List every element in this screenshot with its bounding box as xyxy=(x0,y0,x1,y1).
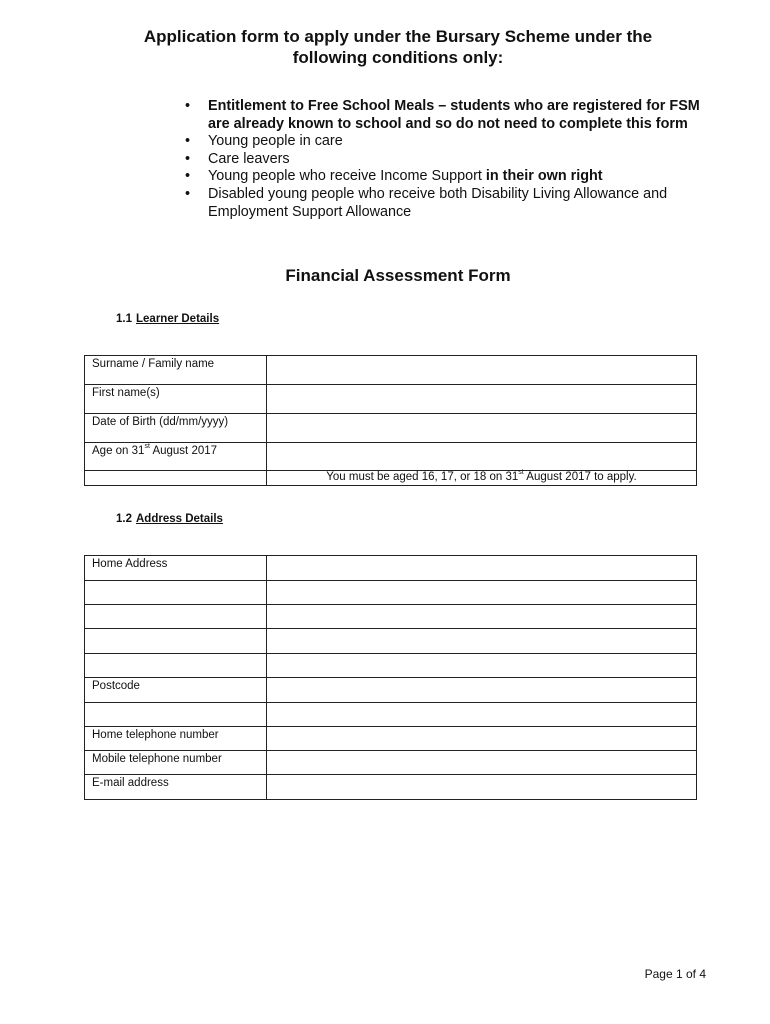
email-input[interactable] xyxy=(274,777,689,789)
table-row xyxy=(85,443,697,471)
dob-label: Date of Birth (dd/mm/yyyy) xyxy=(85,414,267,443)
empty-cell xyxy=(85,471,267,486)
postcode-field[interactable] xyxy=(267,678,697,703)
conditions-list xyxy=(185,98,725,221)
first-names-input[interactable] xyxy=(274,387,689,399)
table-row xyxy=(85,581,697,605)
address-line-1-input[interactable] xyxy=(274,558,689,570)
email-field[interactable] xyxy=(267,775,697,800)
blank-field[interactable] xyxy=(267,703,697,727)
empty-cell xyxy=(85,654,267,678)
age-requirement-note: You must be aged 16, 17, or 18 on 31st August 2017 to apply. xyxy=(267,471,697,486)
condition-care-leavers: • Care leavers xyxy=(185,150,290,167)
table-row xyxy=(85,556,697,581)
table-row xyxy=(85,751,697,775)
home-phone-label: Home telephone number xyxy=(85,727,267,751)
title-line-1: Application form to apply under the Bursary Scheme under the xyxy=(143,27,653,46)
empty-cell xyxy=(85,629,267,654)
form-title: Financial Assessment Form xyxy=(285,266,511,285)
table-row xyxy=(85,605,697,629)
surname-field[interactable] xyxy=(267,356,697,385)
home-phone-input[interactable] xyxy=(274,729,689,741)
blank-input[interactable] xyxy=(274,705,689,717)
mobile-phone-label: Mobile telephone number xyxy=(85,751,267,775)
email-label: E-mail address xyxy=(85,775,267,800)
postcode-label: Postcode xyxy=(85,678,267,703)
table-row xyxy=(85,414,697,443)
first-names-field[interactable] xyxy=(267,385,697,414)
page-number: Page 1 of 4 xyxy=(644,967,706,981)
table-row xyxy=(85,678,697,703)
age-label: Age on 31st August 2017 xyxy=(85,443,267,471)
dob-field[interactable] xyxy=(267,414,697,443)
bullet-icon: • xyxy=(185,150,191,167)
address-line-3-input[interactable] xyxy=(274,607,689,619)
condition-disabled: • Disabled young people who receive both Disability Living Allowance and Employment Support Allowance xyxy=(185,185,668,220)
bullet-icon: • xyxy=(185,133,191,150)
address-line-3-field[interactable] xyxy=(267,605,697,629)
bullet-icon: • xyxy=(185,185,191,202)
condition-income-support: • Young people who receive Income Support in their own right xyxy=(185,168,603,185)
first-names-label: First name(s) xyxy=(85,385,267,414)
empty-cell xyxy=(85,703,267,727)
bullet-icon: • xyxy=(185,168,191,185)
address-line-2-input[interactable] xyxy=(274,583,689,595)
section-heading-learner: 1.1 Learner Details xyxy=(116,313,220,325)
age-input[interactable] xyxy=(274,445,689,457)
title-line-2: following conditions only: xyxy=(292,48,504,67)
address-line-4-input[interactable] xyxy=(274,631,689,643)
address-line-2-field[interactable] xyxy=(267,581,697,605)
home-address-label: Home Address xyxy=(85,556,267,581)
mobile-phone-input[interactable] xyxy=(274,753,689,765)
home-phone-field[interactable] xyxy=(267,727,697,751)
table-row xyxy=(85,775,697,800)
section-heading-address: 1.2 Address Details xyxy=(116,513,223,525)
table-row xyxy=(85,703,697,727)
address-line-1-field[interactable] xyxy=(267,556,697,581)
dob-input[interactable] xyxy=(274,416,689,428)
surname-input[interactable] xyxy=(274,358,689,370)
address-details-table xyxy=(84,555,697,800)
bullet-icon: • xyxy=(185,98,191,114)
table-row xyxy=(85,654,697,678)
empty-cell xyxy=(85,605,267,629)
address-line-5-field[interactable] xyxy=(267,654,697,678)
address-line-4-field[interactable] xyxy=(267,629,697,654)
age-field[interactable] xyxy=(267,443,697,471)
surname-label: Surname / Family name xyxy=(85,356,267,385)
table-row xyxy=(85,727,697,751)
table-row xyxy=(85,471,697,486)
learner-details-table xyxy=(84,355,697,486)
document-title xyxy=(60,26,736,68)
condition-in-care: • Young people in care xyxy=(185,133,343,150)
table-row xyxy=(85,629,697,654)
postcode-input[interactable] xyxy=(274,680,689,692)
condition-fsm: • Entitlement to Free School Meals – students who are registered for FSM are already known to school and so do not need to complete this form xyxy=(185,98,700,132)
table-row xyxy=(85,385,697,414)
table-row xyxy=(85,356,697,385)
mobile-phone-field[interactable] xyxy=(267,751,697,775)
empty-cell xyxy=(85,581,267,605)
address-line-5-input[interactable] xyxy=(274,656,689,668)
